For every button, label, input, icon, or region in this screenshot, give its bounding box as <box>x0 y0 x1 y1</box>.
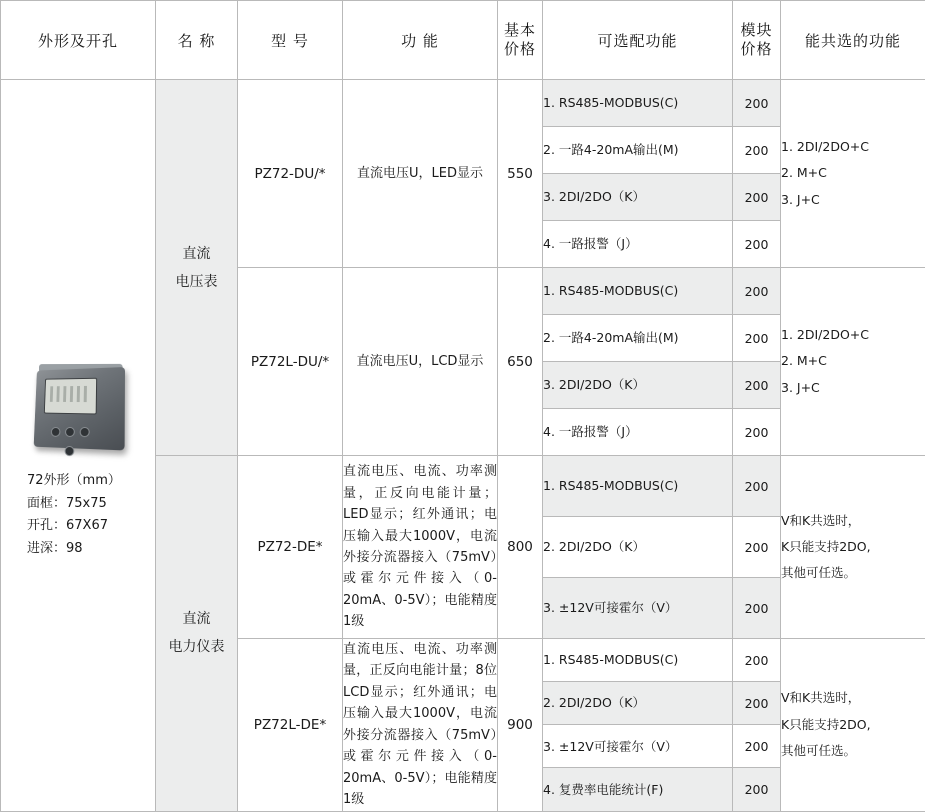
shape-cell <box>1 80 156 812</box>
option-cell: 4. 一路报警（J） <box>543 221 733 268</box>
combinable-line-3: 其他可任选。 <box>781 560 925 586</box>
combinable-line-3: 3. J+C <box>781 375 925 401</box>
header-module-price-line1: 模块 <box>733 21 780 40</box>
group-name-line-2: 电力仪表 <box>156 633 237 661</box>
function-cell: 直流电压、电流、功率测量，正反向电能计量；8位LCD显示；红外通讯；电压输入最大1000V，电流外接分流器接入（75mV）或霍尔元件接入（0-20mA、0-5V）；电能精度1级 <box>343 639 498 812</box>
combinable-line-1: V和K共选时， <box>781 685 925 711</box>
group-name-line-1: 直流 <box>156 240 237 268</box>
header-base-price <box>498 1 543 80</box>
combinable-line-2: 2. M+C <box>781 348 925 374</box>
option-cell: 3. ±12V可接霍尔（V） <box>543 578 733 639</box>
option-cell: 1. RS485-MODBUS(C) <box>543 80 733 127</box>
combinable-cell <box>781 456 925 639</box>
option-cell: 1. RS485-MODBUS(C) <box>543 456 733 517</box>
combinable-line-2: K只能支持2DO, <box>781 712 925 738</box>
table-row <box>1 80 925 127</box>
module-price-cell: 200 <box>733 768 781 811</box>
option-cell: 2. 2DI/2DO（K） <box>543 517 733 578</box>
module-price-cell: 200 <box>733 315 781 362</box>
header-name: 名 称 <box>156 1 238 80</box>
header-function: 功 能 <box>343 1 498 80</box>
header-module-price <box>733 1 781 80</box>
module-price-cell: 200 <box>733 682 781 725</box>
module-price-cell: 200 <box>733 578 781 639</box>
module-price-cell: 200 <box>733 362 781 409</box>
header-optional-function: 可选配功能 <box>543 1 733 80</box>
base-price-cell: 650 <box>498 268 543 456</box>
group-name-line-2: 电压表 <box>156 268 237 296</box>
combinable-cell <box>781 268 925 456</box>
header-base-price-line2: 价格 <box>498 40 542 59</box>
base-price-cell: 900 <box>498 639 543 812</box>
module-price-cell: 200 <box>733 221 781 268</box>
module-price-cell: 200 <box>733 127 781 174</box>
function-cell: 直流电压U，LCD显示 <box>343 268 498 456</box>
header-base-price-line1: 基本 <box>498 21 542 40</box>
module-price-cell: 200 <box>733 639 781 682</box>
module-price-cell: 200 <box>733 409 781 456</box>
header-shape: 外形及开孔 <box>1 1 156 80</box>
option-cell: 2. 一路4-20mA输出(M) <box>543 127 733 174</box>
combinable-line-1: 1. 2DI/2DO+C <box>781 322 925 348</box>
combinable-line-1: 1. 2DI/2DO+C <box>781 134 925 160</box>
header-module-price-line2: 价格 <box>733 40 780 59</box>
group-name-cell <box>156 456 238 812</box>
combinable-line-3: 3. J+C <box>781 187 925 213</box>
option-cell: 4. 一路报警（J） <box>543 409 733 456</box>
model-cell: PZ72L-DE* <box>238 639 343 812</box>
model-cell: PZ72L-DU/* <box>238 268 343 456</box>
group-name-line-1: 直流 <box>156 605 237 633</box>
module-price-cell: 200 <box>733 80 781 127</box>
combinable-cell <box>781 639 925 812</box>
module-price-cell: 200 <box>733 174 781 221</box>
dimension-line-1: 72外形（mm） <box>27 470 155 493</box>
combinable-line-2: K只能支持2DO, <box>781 534 925 560</box>
dimension-line-3: 开孔：67X67 <box>27 515 155 538</box>
function-cell: 直流电压U，LED显示 <box>343 80 498 268</box>
module-price-cell: 200 <box>733 268 781 315</box>
option-cell: 1. RS485-MODBUS(C) <box>543 268 733 315</box>
option-cell: 3. 2DI/2DO（K） <box>543 362 733 409</box>
dc-panel-meter-photo <box>26 364 130 456</box>
option-cell: 3. ±12V可接霍尔（V） <box>543 725 733 768</box>
function-cell: 直流电压、电流、功率测量，正反向电能计量；LED显示；红外通讯；电压输入最大1000V，电流外接分流器接入（75mV）或霍尔元件接入（0-20mA、0-5V）；电能精度1级 <box>343 456 498 639</box>
module-price-cell: 200 <box>733 517 781 578</box>
base-price-cell: 800 <box>498 456 543 639</box>
dimension-line-2: 面框：75x75 <box>27 493 155 516</box>
module-price-cell: 200 <box>733 725 781 768</box>
option-cell: 2. 一路4-20mA输出(M) <box>543 315 733 362</box>
header-combinable-function: 能共选的功能 <box>781 1 925 80</box>
model-cell: PZ72-DU/* <box>238 80 343 268</box>
option-cell: 3. 2DI/2DO（K） <box>543 174 733 221</box>
dimension-line-4: 进深：98 <box>27 538 155 561</box>
group-name-cell <box>156 80 238 456</box>
combinable-line-2: 2. M+C <box>781 160 925 186</box>
combinable-line-3: 其他可任选。 <box>781 738 925 764</box>
header-model: 型 号 <box>238 1 343 80</box>
dimension-caption <box>1 470 155 561</box>
option-cell: 4. 复费率电能统计(F) <box>543 768 733 811</box>
option-cell: 2. 2DI/2DO（K） <box>543 682 733 725</box>
combinable-cell <box>781 80 925 268</box>
module-price-cell: 200 <box>733 456 781 517</box>
model-cell: PZ72-DE* <box>238 456 343 639</box>
table-body <box>1 80 925 812</box>
option-cell: 1. RS485-MODBUS(C) <box>543 639 733 682</box>
combinable-line-1: V和K共选时， <box>781 508 925 534</box>
base-price-cell: 550 <box>498 80 543 268</box>
table-header-row <box>1 1 925 80</box>
